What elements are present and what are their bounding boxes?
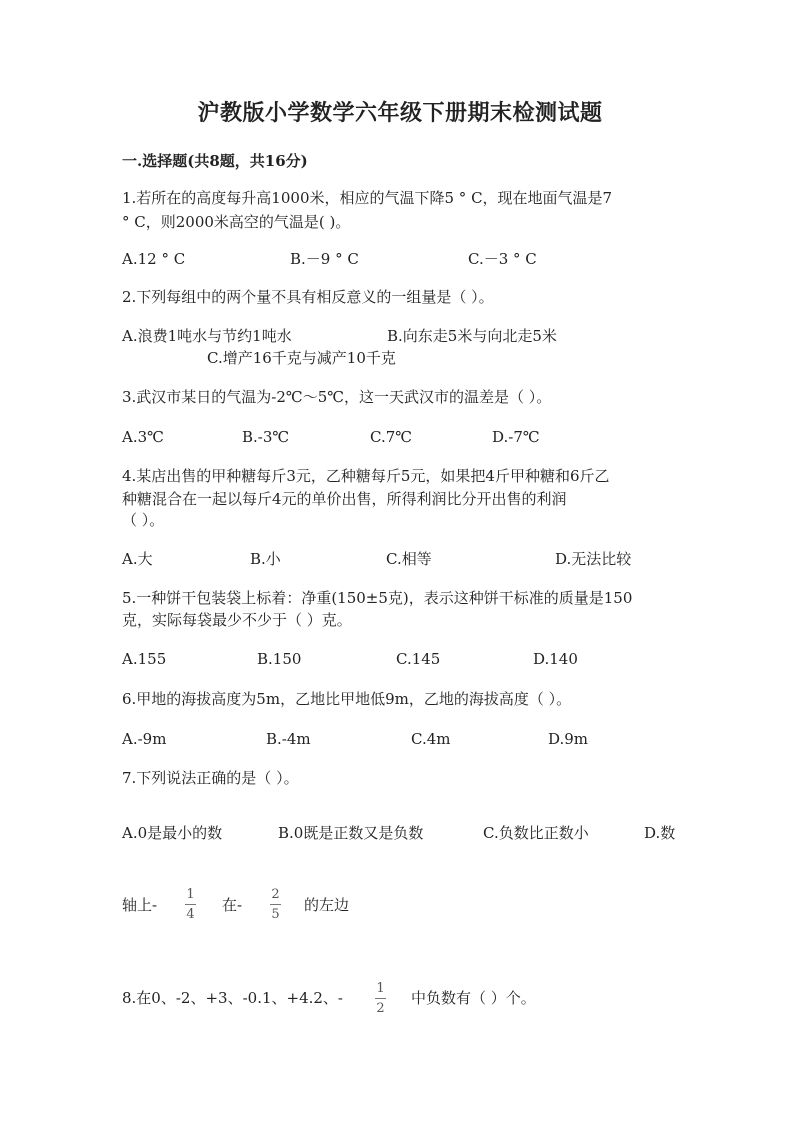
- question-4-option-d: D.无法比较: [555, 550, 632, 568]
- question-1-text-line-1: 1.若所在的高度每升高1000米，相应的气温下降5 ° C，现在地面气温是7: [122, 189, 613, 207]
- fraction-bar: [270, 904, 281, 905]
- question-4-option-b: B.小: [250, 550, 281, 568]
- question-4-text-line-1: 4.某店出售的甲种糖每斤3元，乙种糖每斤5元，如果把4斤甲种糖和6斤乙: [122, 467, 610, 485]
- question-7-option-a: A.0是最小的数: [122, 824, 223, 842]
- fraction-numerator: 1: [376, 981, 385, 996]
- fraction-denominator: 5: [271, 907, 280, 922]
- question-7-text-line-1: 7.下列说法正确的是（ ）。: [122, 769, 299, 787]
- fraction-one-half: [375, 981, 386, 1017]
- question-4-text-line-3: （ ）。: [122, 511, 165, 529]
- question-2-option-b: B.向东走5米与向北走5米: [387, 327, 557, 345]
- question-4-option-a: A.大: [122, 550, 153, 568]
- question-5-text-line-2: 克，实际每袋最少不少于（ ）克。: [122, 611, 352, 629]
- question-5-option-a: A.155: [122, 650, 167, 668]
- fraction-denominator: 2: [376, 1001, 385, 1016]
- question-7-option-c: C.负数比正数小: [483, 824, 589, 842]
- question-2-option-a: A.浪费1吨水与节约1吨水: [122, 327, 292, 345]
- question-5-option-c: C.145: [396, 650, 441, 668]
- question-7-option-d-continued-2: 在-: [222, 896, 243, 914]
- question-7-option-d-continued-3: 的左边: [304, 896, 350, 914]
- question-6-text-line-1: 6.甲地的海拔高度为5m，乙地比甲地低9m，乙地的海拔高度（ ）。: [122, 690, 572, 708]
- fraction-bar: [185, 904, 196, 905]
- question-7-option-d: D.数: [644, 824, 676, 842]
- fraction-denominator: 4: [186, 907, 195, 922]
- question-8-text-start: 8.在0、-2、+3、-0.1、+4.2、-: [122, 989, 343, 1007]
- fraction-numerator: 1: [186, 887, 195, 902]
- question-1-option-a: A.12 ° C: [122, 250, 186, 268]
- question-3-option-c: C.7℃: [370, 428, 413, 446]
- question-8-text-end: 中负数有（ ）个。: [411, 989, 536, 1007]
- question-1-option-c: C.－3 ° C: [468, 250, 537, 268]
- question-3-option-d: D.-7℃: [492, 428, 540, 446]
- question-5-option-d: D.140: [533, 650, 578, 668]
- question-5-option-b: B.150: [257, 650, 302, 668]
- fraction-bar: [375, 998, 386, 999]
- question-6-option-a: A.-9m: [122, 730, 167, 748]
- question-7-option-b: B.0既是正数又是负数: [278, 824, 424, 842]
- question-4-option-c: C.相等: [386, 550, 432, 568]
- question-2-text-line-1: 2.下列每组中的两个量不具有相反意义的一组量是（ ）。: [122, 288, 494, 306]
- question-3-option-b: B.-3℃: [242, 428, 290, 446]
- question-3-option-a: A.3℃: [122, 428, 164, 446]
- question-1-text-line-2: ° C，则2000米高空的气温是( )。: [122, 213, 351, 231]
- question-6-option-b: B.-4m: [266, 730, 311, 748]
- section-heading: 一.选择题(共8题，共16分): [122, 152, 308, 170]
- question-1-option-b: B.－9 ° C: [290, 250, 359, 268]
- question-6-option-d: D.9m: [548, 730, 589, 748]
- page-title: 沪教版小学数学六年级下册期末检测试题: [197, 100, 603, 126]
- question-2-option-c: C.增产16千克与减产10千克: [207, 349, 396, 367]
- fraction-numerator: 2: [271, 887, 280, 902]
- question-3-text-line-1: 3.武汉市某日的气温为-2℃～5℃，这一天武汉市的温差是（ ）。: [122, 388, 552, 406]
- question-7-option-d-continued-1: 轴上-: [122, 896, 158, 914]
- fraction-two-fifths: [270, 887, 281, 923]
- question-4-text-line-2: 种糖混合在一起以每斤4元的单价出售，所得利润比分开出售的利润: [122, 490, 567, 508]
- question-5-text-line-1: 5.一种饼干包装袋上标着：净重(150±5克)，表示这种饼干标准的质量是150: [122, 589, 633, 607]
- question-6-option-c: C.4m: [411, 730, 451, 748]
- fraction-one-quarter: [185, 887, 196, 923]
